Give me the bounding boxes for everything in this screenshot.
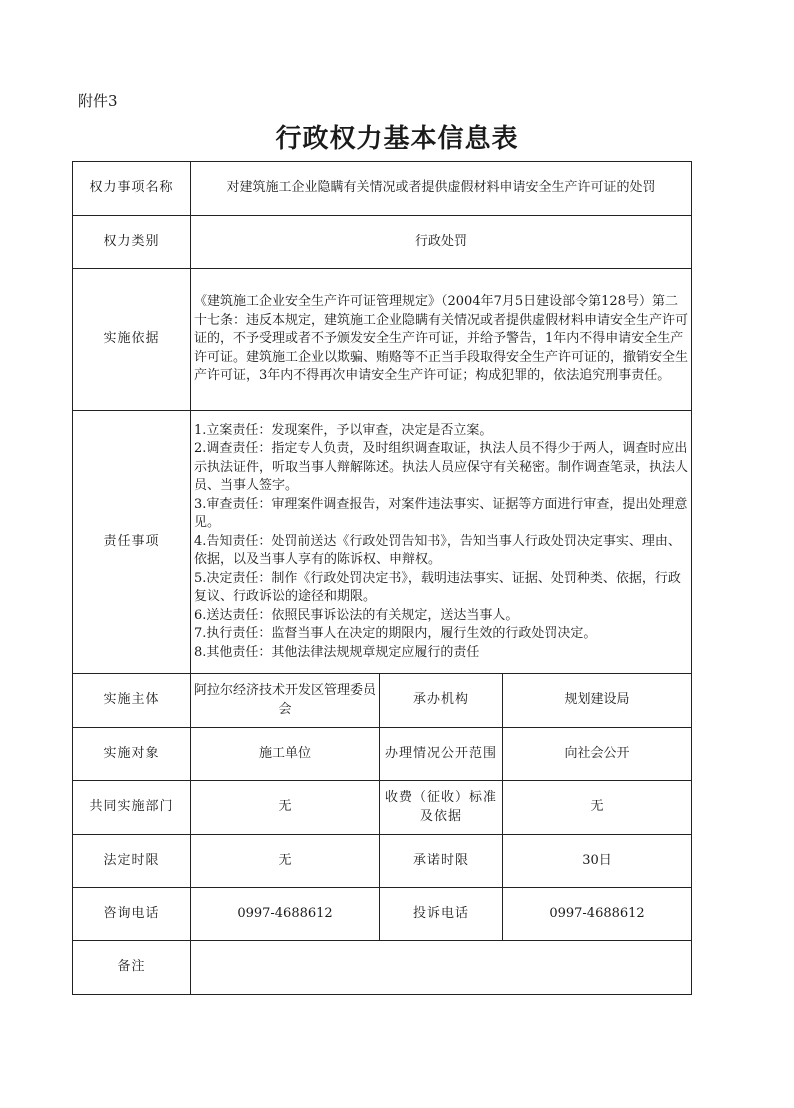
handling-agency-label: 承办机构 [380,674,503,728]
remarks-value [191,941,692,995]
responsibilities-label: 责任事项 [73,411,191,674]
table-row-power-type [73,216,692,269]
responsibility-item: 1.立案责任：发现案件，予以审查，决定是否立案。 [194,422,493,438]
table-row-time-limit [73,835,692,888]
page-title: 行政权力基本信息表 [275,124,519,154]
fee-standard-value: 无 [503,781,692,835]
power-type-value: 行政处罚 [191,216,692,269]
responsibility-item: 3.审查责任：审理案件调查报告，对案件违法事实、证据等方面进行审查，提出处理意见。 [194,496,688,531]
power-name-label: 权力事项名称 [73,162,191,216]
responsibility-item: 2.调查责任：指定专人负责，及时组织调查取证，执法人员不得少于两人，调查时应出示执法证件，听取当事人辩解陈述。执法人员应保守有关秘密。制作调查笔录，执法人员、当事人签字。 [194,441,689,494]
table-row-phones [73,888,692,941]
remarks-label: 备注 [73,941,191,995]
target-label: 实施对象 [73,728,191,781]
implementer-value: 阿拉尔经济技术开发区管理委员会 [191,674,380,728]
disclosure-scope-value: 向社会公开 [503,728,692,781]
complaint-phone-label: 投诉电话 [380,888,503,941]
power-type-label: 权力类别 [73,216,191,269]
table-row-remarks [73,941,692,995]
legal-time-limit-value: 无 [191,835,380,888]
responsibility-item: 7.执行责任：监督当事人在决定的期限内，履行生效的行政处罚决定。 [194,626,597,642]
joint-dept-value: 无 [191,781,380,835]
target-value: 施工单位 [191,728,380,781]
table-row-power-name [73,162,692,216]
table-row-basis [73,269,692,411]
promised-time-limit-label: 承诺时限 [380,835,503,888]
joint-dept-label: 共同实施部门 [73,781,191,835]
table-row-responsibilities [73,411,692,674]
basis-value: 《建筑施工企业安全生产许可证管理规定》（2004年7月5日建设部令第128号）第二十七条：违反本规定，建筑施工企业隐瞒有关情况或者提供虚假材料申请安全生产许可证的，不予受理或者不予颁发安全生产许可证，并给予警告，1年内不得申请安全生产许可证。建筑施工企业以欺骗、贿赂等不正当手段取得安全生产许可证的，撤销安全生产许可证，3年内不得再次申请安全生产许可证；构成犯罪的，依法追究刑事责任。 [191,269,692,411]
responsibility-item: 4.告知责任：处罚前送达《行政处罚告知书》，告知当事人行政处罚决定事实、理由、依据，以及当事人享有的陈诉权、申辩权。 [194,533,681,568]
legal-time-limit-label: 法定时限 [73,835,191,888]
responsibilities-list [191,411,692,674]
attachment-label: 附件3 [78,92,118,110]
responsibility-item: 6.送达责任：依照民事诉讼法的有关规定，送达当事人。 [194,607,519,623]
consult-phone-label: 咨询电话 [73,888,191,941]
table-row-target [73,728,692,781]
info-table [72,161,692,995]
fee-standard-label: 收费（征收）标准及依据 [380,781,503,835]
implementer-label: 实施主体 [73,674,191,728]
promised-time-limit-value: 30日 [503,835,692,888]
table-row-joint-dept [73,781,692,835]
responsibility-item: 8.其他责任：其他法律法规规章规定应履行的责任 [194,644,480,660]
complaint-phone-value: 0997-4688612 [503,888,692,941]
consult-phone-value: 0997-4688612 [191,888,380,941]
responsibility-item: 5.决定责任：制作《行政处罚决定书》，载明违法事实、证据、处罚种类、依据，行政复议、行政诉讼的途径和期限。 [194,570,681,605]
handling-agency-value: 规划建设局 [503,674,692,728]
table-row-implementer [73,674,692,728]
basis-label: 实施依据 [73,269,191,411]
disclosure-scope-label: 办理情况公开范围 [380,728,503,781]
power-name-value: 对建筑施工企业隐瞒有关情况或者提供虚假材料申请安全生产许可证的处罚 [191,162,692,216]
